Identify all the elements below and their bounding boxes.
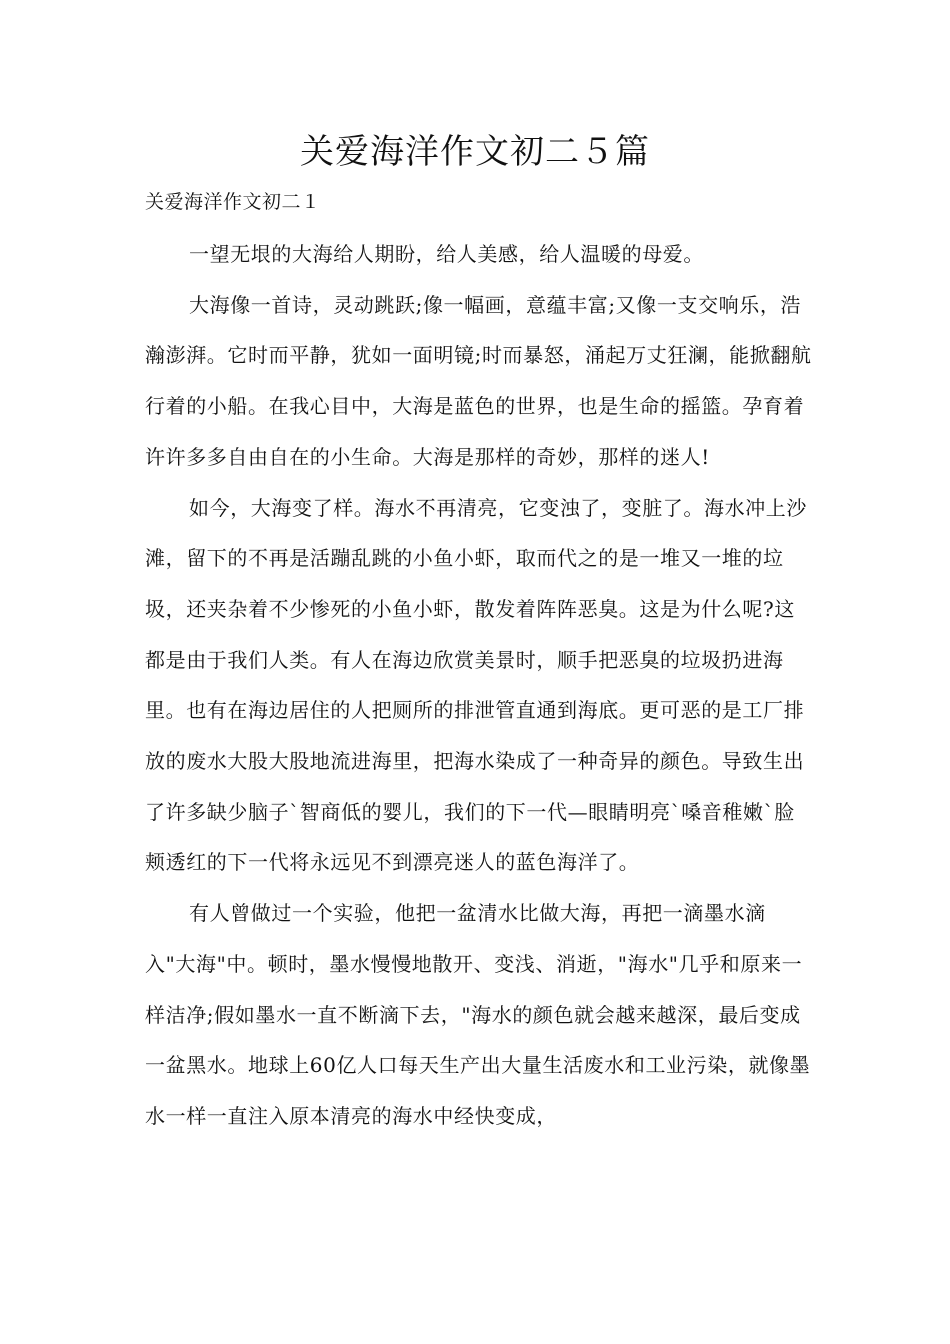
- document-body: [145, 229, 815, 1142]
- body-paragraph: 一望无垠的大海给人期盼，给人美感，给人温暖的母爱。: [189, 242, 704, 266]
- body-paragraph: 大海像一首诗，灵动跳跃;像一幅画，意蕴丰富;又像一支交响乐，浩瀚澎湃。它时而平静，犹如一面明镜;时而暴怒，涌起万丈狂澜，能掀翻航行着的小船。在我心目中，大海是蓝色的世界，也是生命的摇篮。孕育着许许多多自由自在的小生命。大海是那样的奇妙，那样的迷人!: [145, 292, 812, 469]
- document-title: 关爱海洋作文初二５篇: [300, 132, 650, 172]
- body-paragraph: 有人曾做过一个实验，他把一盆清水比做大海，再把一滴墨水滴入"大海"中。顿时，墨水慢慢地散开、变浅、消逝，"海水"几乎和原来一样洁净;假如墨水一直不断滴下去，"海水的颜色就会越来越深，最后变成一盆黑水。地球上60亿人口每天生产出大量生活废水和工业污染，就像墨水一样一直注入原本清亮的海水中经快变成，: [145, 901, 811, 1128]
- body-paragraph: 如今，大海变了样。海水不再清亮，它变浊了，变脏了。海水冲上沙滩，留下的不再是活蹦乱跳的小鱼小虾，取而代之的是一堆又一堆的垃圾，还夹杂着不少惨死的小鱼小虾，散发着阵阵恶臭。这是为什么呢?这都是由于我们人类。有人在海边欣赏美景时，顺手把恶臭的垃圾扔进海里。也有在海边居住的人把厕所的排泄管直通到海底。更可恶的是工厂排放的废水大股大股地流进海里，把海水染成了一种奇异的颜色。导致生出了许多缺少脑子`智商低的婴儿，我们的下一代—眼睛明亮`嗓音稚嫩`脸颊透红的下一代将永远见不到漂亮迷人的蓝色海洋了。: [145, 495, 807, 875]
- section-heading: 关爱海洋作文初二１: [145, 191, 321, 213]
